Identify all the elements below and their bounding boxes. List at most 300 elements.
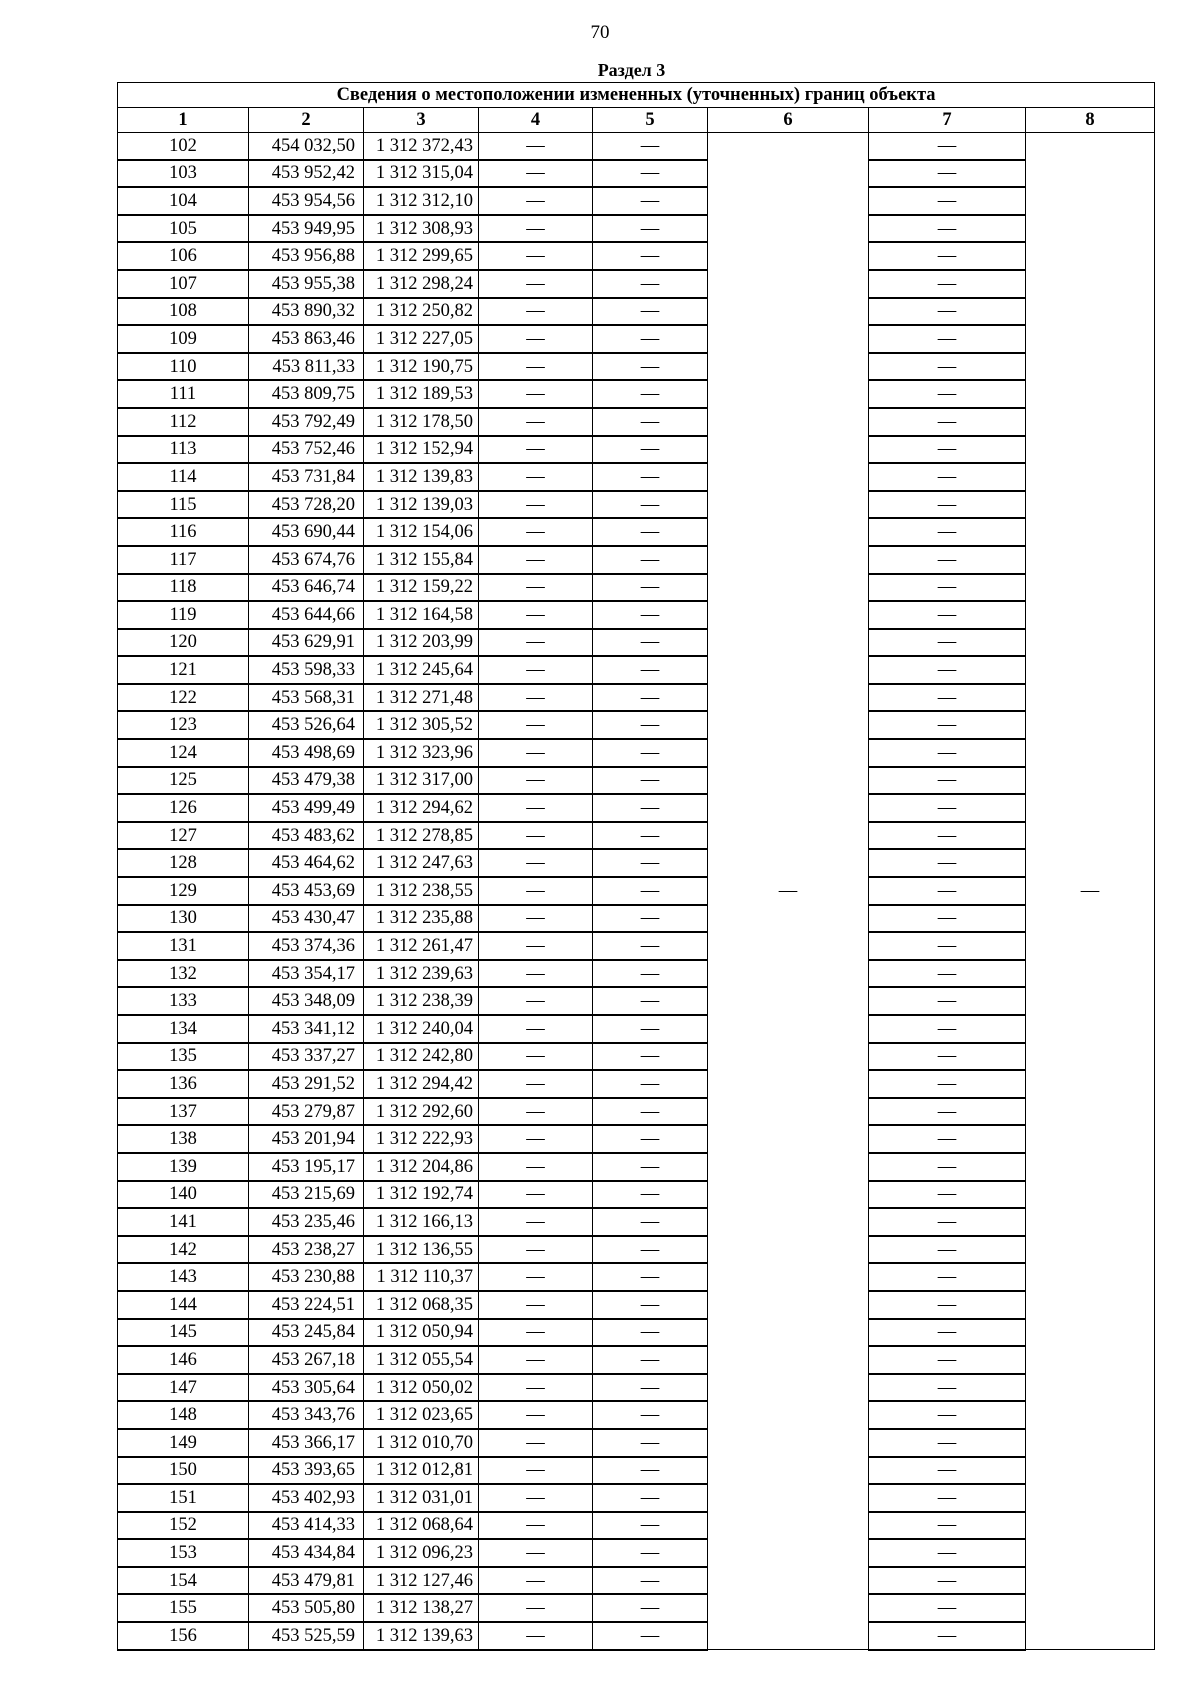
coord-x-cell: 453 291,52 — [249, 1070, 364, 1098]
table-row — [118, 1401, 1155, 1429]
table-row — [118, 546, 1155, 574]
coord-y-cell: 1 312 261,47 — [364, 932, 479, 960]
col4-cell: — — [479, 408, 593, 436]
coord-x-cell: 453 728,20 — [249, 491, 364, 519]
col4-cell: — — [479, 905, 593, 933]
col5-cell: — — [593, 215, 708, 243]
table-row — [118, 905, 1155, 933]
col5-cell: — — [593, 380, 708, 408]
coord-x-cell: 453 464,62 — [249, 849, 364, 877]
coord-x-cell: 453 238,27 — [249, 1236, 364, 1264]
coord-x-cell: 453 343,76 — [249, 1401, 364, 1429]
col7-cell: — — [869, 987, 1026, 1015]
col5-cell: — — [593, 546, 708, 574]
coord-x-cell: 453 863,46 — [249, 325, 364, 353]
table-row — [118, 436, 1155, 464]
coord-y-cell: 1 312 235,88 — [364, 905, 479, 933]
coord-x-cell: 453 434,84 — [249, 1539, 364, 1567]
table-row — [118, 960, 1155, 988]
col7-cell: — — [869, 656, 1026, 684]
coord-x-cell: 453 629,91 — [249, 629, 364, 657]
point-number-cell: 110 — [118, 353, 249, 381]
col7-cell: — — [869, 684, 1026, 712]
point-number-cell: 117 — [118, 546, 249, 574]
col7-cell: — — [869, 1070, 1026, 1098]
table-row — [118, 463, 1155, 491]
col4-cell: — — [479, 656, 593, 684]
coord-y-cell: 1 312 203,99 — [364, 629, 479, 657]
col7-cell: — — [869, 711, 1026, 739]
coord-x-cell: 453 393,65 — [249, 1457, 364, 1485]
col7-cell: — — [869, 242, 1026, 270]
coord-y-cell: 1 312 139,83 — [364, 463, 479, 491]
point-number-cell: 135 — [118, 1043, 249, 1071]
col7-cell: — — [869, 1319, 1026, 1347]
col7-cell: — — [869, 1622, 1026, 1650]
col5-cell: — — [593, 849, 708, 877]
coord-y-cell: 1 312 271,48 — [364, 684, 479, 712]
col4-cell: — — [479, 1567, 593, 1595]
coord-y-cell: 1 312 238,55 — [364, 877, 479, 905]
table-row — [118, 932, 1155, 960]
point-number-cell: 138 — [118, 1125, 249, 1153]
coord-x-cell: 453 952,42 — [249, 160, 364, 188]
col7-cell: — — [869, 794, 1026, 822]
col4-cell: — — [479, 1539, 593, 1567]
coord-y-cell: 1 312 068,64 — [364, 1512, 479, 1540]
coord-x-cell: 453 479,38 — [249, 767, 364, 795]
coord-y-cell: 1 312 110,37 — [364, 1263, 479, 1291]
coord-x-cell: 453 731,84 — [249, 463, 364, 491]
col7-cell: — — [869, 629, 1026, 657]
col5-cell: — — [593, 1567, 708, 1595]
col5-cell: — — [593, 463, 708, 491]
col4-cell: — — [479, 1429, 593, 1457]
coord-x-cell: 453 453,69 — [249, 877, 364, 905]
col4-cell: — — [479, 574, 593, 602]
col7-cell: — — [869, 1539, 1026, 1567]
col5-cell: — — [593, 1043, 708, 1071]
coord-x-cell: 453 956,88 — [249, 242, 364, 270]
table-row — [118, 1208, 1155, 1236]
coord-y-cell: 1 312 023,65 — [364, 1401, 479, 1429]
point-number-cell: 150 — [118, 1457, 249, 1485]
col5-cell: — — [593, 1346, 708, 1374]
coord-x-cell: 453 498,69 — [249, 739, 364, 767]
point-number-cell: 145 — [118, 1319, 249, 1347]
col4-cell: — — [479, 1291, 593, 1319]
col4-cell: — — [479, 601, 593, 629]
point-number-cell: 111 — [118, 380, 249, 408]
table-row — [118, 1567, 1155, 1595]
col5-cell: — — [593, 684, 708, 712]
point-number-cell: 144 — [118, 1291, 249, 1319]
coord-y-cell: 1 312 250,82 — [364, 298, 479, 326]
coord-y-cell: 1 312 222,93 — [364, 1125, 479, 1153]
table-row — [118, 849, 1155, 877]
coord-y-cell: 1 312 050,94 — [364, 1319, 479, 1347]
coord-y-cell: 1 312 312,10 — [364, 187, 479, 215]
coord-x-cell: 453 644,66 — [249, 601, 364, 629]
point-number-cell: 137 — [118, 1098, 249, 1126]
col5-cell: — — [593, 767, 708, 795]
col4-cell: — — [479, 794, 593, 822]
coord-y-cell: 1 312 294,62 — [364, 794, 479, 822]
coord-x-cell: 453 195,17 — [249, 1153, 364, 1181]
col5-cell: — — [593, 408, 708, 436]
table-row — [118, 1098, 1155, 1126]
col5-cell: — — [593, 270, 708, 298]
col5-cell: — — [593, 298, 708, 326]
col4-cell: — — [479, 711, 593, 739]
col5-cell: — — [593, 877, 708, 905]
col7-cell: — — [869, 463, 1026, 491]
coord-y-cell: 1 312 136,55 — [364, 1236, 479, 1264]
coord-x-cell: 453 224,51 — [249, 1291, 364, 1319]
table-row — [118, 574, 1155, 602]
col5-cell: — — [593, 1153, 708, 1181]
table-row — [118, 739, 1155, 767]
col7-cell: — — [869, 849, 1026, 877]
coord-y-cell: 1 312 068,35 — [364, 1291, 479, 1319]
table-row — [118, 270, 1155, 298]
point-number-cell: 107 — [118, 270, 249, 298]
col7-cell: — — [869, 1181, 1026, 1209]
table-row — [118, 133, 1155, 160]
point-number-cell: 126 — [118, 794, 249, 822]
coord-y-cell: 1 312 227,05 — [364, 325, 479, 353]
coord-y-cell: 1 312 245,64 — [364, 656, 479, 684]
point-number-cell: 143 — [118, 1263, 249, 1291]
coord-x-cell: 453 954,56 — [249, 187, 364, 215]
col5-cell: — — [593, 1125, 708, 1153]
col4-cell: — — [479, 270, 593, 298]
coord-x-cell: 453 366,17 — [249, 1429, 364, 1457]
coord-y-cell: 1 312 010,70 — [364, 1429, 479, 1457]
table-row — [118, 1374, 1155, 1402]
point-number-cell: 148 — [118, 1401, 249, 1429]
coord-x-cell: 453 525,59 — [249, 1622, 364, 1650]
table-row — [118, 1153, 1155, 1181]
col7-cell: — — [869, 1098, 1026, 1126]
coord-y-cell: 1 312 323,96 — [364, 739, 479, 767]
table-row — [118, 1622, 1155, 1650]
coord-y-cell: 1 312 055,54 — [364, 1346, 479, 1374]
coord-x-cell: 453 430,47 — [249, 905, 364, 933]
table-row — [118, 1512, 1155, 1540]
table-row — [118, 325, 1155, 353]
point-number-cell: 115 — [118, 491, 249, 519]
col7-cell: — — [869, 1401, 1026, 1429]
col7-cell: — — [869, 133, 1026, 160]
col7-cell: — — [869, 1512, 1026, 1540]
coord-x-cell: 453 201,94 — [249, 1125, 364, 1153]
col5-cell: — — [593, 711, 708, 739]
coord-x-cell: 453 402,93 — [249, 1484, 364, 1512]
column-header: 7 — [869, 108, 1026, 133]
point-number-cell: 103 — [118, 160, 249, 188]
col4-cell: — — [479, 1236, 593, 1264]
col5-cell: — — [593, 1622, 708, 1650]
point-number-cell: 131 — [118, 932, 249, 960]
col7-cell: — — [869, 1236, 1026, 1264]
col5-cell: — — [593, 656, 708, 684]
point-number-cell: 116 — [118, 518, 249, 546]
col4-cell: — — [479, 1015, 593, 1043]
coord-x-cell: 453 752,46 — [249, 436, 364, 464]
point-number-cell: 153 — [118, 1539, 249, 1567]
col4-cell: — — [479, 160, 593, 188]
coord-x-cell: 453 809,75 — [249, 380, 364, 408]
col7-cell: — — [869, 298, 1026, 326]
col4-cell: — — [479, 1208, 593, 1236]
point-number-cell: 121 — [118, 656, 249, 684]
point-number-cell: 139 — [118, 1153, 249, 1181]
coord-y-cell: 1 312 305,52 — [364, 711, 479, 739]
col7-cell: — — [869, 1291, 1026, 1319]
coord-x-cell: 453 949,95 — [249, 215, 364, 243]
point-number-cell: 136 — [118, 1070, 249, 1098]
col7-cell: — — [869, 1153, 1026, 1181]
coord-y-cell: 1 312 238,39 — [364, 987, 479, 1015]
table-row — [118, 684, 1155, 712]
coord-y-cell: 1 312 317,00 — [364, 767, 479, 795]
coord-x-cell: 454 032,50 — [249, 133, 364, 160]
table-row — [118, 1484, 1155, 1512]
table-row — [118, 767, 1155, 795]
col5-cell: — — [593, 160, 708, 188]
col7-cell: — — [869, 739, 1026, 767]
col7-cell: — — [869, 767, 1026, 795]
coord-y-cell: 1 312 372,43 — [364, 133, 479, 160]
coord-x-cell: 453 267,18 — [249, 1346, 364, 1374]
table-row — [118, 518, 1155, 546]
point-number-cell: 129 — [118, 877, 249, 905]
col4-cell: — — [479, 1457, 593, 1485]
point-number-cell: 142 — [118, 1236, 249, 1264]
column-header: 1 — [118, 108, 249, 133]
col7-cell: — — [869, 877, 1026, 905]
table-row — [118, 1181, 1155, 1209]
point-number-cell: 104 — [118, 187, 249, 215]
table-row — [118, 353, 1155, 381]
col4-cell: — — [479, 133, 593, 160]
table-caption: Сведения о местоположении измененных (уточненных) границ объекта — [118, 83, 1155, 108]
coord-y-cell: 1 312 278,85 — [364, 822, 479, 850]
col4-cell: — — [479, 242, 593, 270]
coord-x-cell: 453 348,09 — [249, 987, 364, 1015]
col4-cell: — — [479, 1098, 593, 1126]
coord-y-cell: 1 312 139,63 — [364, 1622, 479, 1650]
coord-y-cell: 1 312 242,80 — [364, 1043, 479, 1071]
coord-y-cell: 1 312 192,74 — [364, 1181, 479, 1209]
col5-cell: — — [593, 187, 708, 215]
coord-y-cell: 1 312 189,53 — [364, 380, 479, 408]
table-row — [118, 1457, 1155, 1485]
col7-cell: — — [869, 1263, 1026, 1291]
coord-y-cell: 1 312 294,42 — [364, 1070, 479, 1098]
col7-cell: — — [869, 1208, 1026, 1236]
coord-y-cell: 1 312 159,22 — [364, 574, 479, 602]
coord-y-cell: 1 312 139,03 — [364, 491, 479, 519]
table-row — [118, 629, 1155, 657]
point-number-cell: 108 — [118, 298, 249, 326]
page-number: 70 — [590, 22, 610, 43]
col7-cell: — — [869, 1043, 1026, 1071]
col4-cell: — — [479, 684, 593, 712]
col7-cell: — — [869, 353, 1026, 381]
table-row — [118, 1539, 1155, 1567]
col5-cell: — — [593, 325, 708, 353]
coord-x-cell: 453 354,17 — [249, 960, 364, 988]
coord-x-cell: 453 305,64 — [249, 1374, 364, 1402]
table-row — [118, 1043, 1155, 1071]
point-number-cell: 105 — [118, 215, 249, 243]
col5-cell: — — [593, 436, 708, 464]
coord-x-cell: 453 479,81 — [249, 1567, 364, 1595]
col7-cell: — — [869, 187, 1026, 215]
col5-cell: — — [593, 905, 708, 933]
table-row — [118, 1319, 1155, 1347]
table-row — [118, 1070, 1155, 1098]
col5-cell: — — [593, 822, 708, 850]
coord-x-cell: 453 690,44 — [249, 518, 364, 546]
point-number-cell: 133 — [118, 987, 249, 1015]
coord-x-cell: 453 890,32 — [249, 298, 364, 326]
col4-cell: — — [479, 491, 593, 519]
coord-x-cell: 453 674,76 — [249, 546, 364, 574]
column-header: 3 — [364, 108, 479, 133]
col4-cell: — — [479, 960, 593, 988]
col7-cell: — — [869, 408, 1026, 436]
col7-cell: — — [869, 380, 1026, 408]
column-header: 2 — [249, 108, 364, 133]
table-row — [118, 242, 1155, 270]
column-header: 5 — [593, 108, 708, 133]
col5-cell: — — [593, 574, 708, 602]
col7-cell: — — [869, 574, 1026, 602]
col5-cell: — — [593, 1401, 708, 1429]
col5-cell: — — [593, 932, 708, 960]
coord-y-cell: 1 312 155,84 — [364, 546, 479, 574]
point-number-cell: 106 — [118, 242, 249, 270]
coord-y-cell: 1 312 050,02 — [364, 1374, 479, 1402]
col4-cell: — — [479, 1484, 593, 1512]
col4-cell: — — [479, 463, 593, 491]
col5-cell: — — [593, 1374, 708, 1402]
column-header: 6 — [708, 108, 869, 133]
point-number-cell: 109 — [118, 325, 249, 353]
col5-cell: — — [593, 987, 708, 1015]
coord-y-cell: 1 312 127,46 — [364, 1567, 479, 1595]
col7-cell: — — [869, 215, 1026, 243]
col5-cell: — — [593, 960, 708, 988]
coord-y-cell: 1 312 298,24 — [364, 270, 479, 298]
col7-cell: — — [869, 1429, 1026, 1457]
table-row — [118, 987, 1155, 1015]
point-number-cell: 112 — [118, 408, 249, 436]
col5-cell: — — [593, 1015, 708, 1043]
point-number-cell: 141 — [118, 1208, 249, 1236]
table-row — [118, 160, 1155, 188]
coord-x-cell: 453 483,62 — [249, 822, 364, 850]
coord-x-cell: 453 598,33 — [249, 656, 364, 684]
table-row — [118, 822, 1155, 850]
point-number-cell: 122 — [118, 684, 249, 712]
col5-cell: — — [593, 601, 708, 629]
col7-cell: — — [869, 1346, 1026, 1374]
col7-cell: — — [869, 822, 1026, 850]
col4-cell: — — [479, 1043, 593, 1071]
col5-cell: — — [593, 794, 708, 822]
coord-y-cell: 1 312 240,04 — [364, 1015, 479, 1043]
col4-cell: — — [479, 1622, 593, 1650]
coord-x-cell: 453 245,84 — [249, 1319, 364, 1347]
col5-cell: — — [593, 133, 708, 160]
col7-cell: — — [869, 546, 1026, 574]
coord-y-cell: 1 312 292,60 — [364, 1098, 479, 1126]
col4-cell: — — [479, 215, 593, 243]
point-number-cell: 155 — [118, 1594, 249, 1622]
point-number-cell: 156 — [118, 1622, 249, 1650]
coord-y-cell: 1 312 247,63 — [364, 849, 479, 877]
col7-cell: — — [869, 270, 1026, 298]
col5-cell: — — [593, 491, 708, 519]
col4-cell: — — [479, 877, 593, 905]
col4-cell: — — [479, 1594, 593, 1622]
point-number-cell: 127 — [118, 822, 249, 850]
table-body — [118, 133, 1155, 1650]
table-row — [118, 1291, 1155, 1319]
col4-cell: — — [479, 987, 593, 1015]
point-number-cell: 118 — [118, 574, 249, 602]
table-row — [118, 1125, 1155, 1153]
point-number-cell: 124 — [118, 739, 249, 767]
col4-cell: — — [479, 380, 593, 408]
col5-cell: — — [593, 1594, 708, 1622]
col5-cell: — — [593, 1263, 708, 1291]
col5-cell: — — [593, 1181, 708, 1209]
col5-cell: — — [593, 1484, 708, 1512]
col4-cell: — — [479, 767, 593, 795]
point-number-cell: 154 — [118, 1567, 249, 1595]
boundary-table — [117, 82, 1155, 1651]
point-number-cell: 152 — [118, 1512, 249, 1540]
column-header: 8 — [1026, 108, 1155, 133]
coord-y-cell: 1 312 031,01 — [364, 1484, 479, 1512]
coord-y-cell: 1 312 239,63 — [364, 960, 479, 988]
coord-x-cell: 453 955,38 — [249, 270, 364, 298]
col5-cell: — — [593, 1457, 708, 1485]
point-number-cell: 140 — [118, 1181, 249, 1209]
table-row — [118, 215, 1155, 243]
col4-cell: — — [479, 298, 593, 326]
point-number-cell: 132 — [118, 960, 249, 988]
col7-cell: — — [869, 436, 1026, 464]
table-row — [118, 187, 1155, 215]
coord-y-cell: 1 312 012,81 — [364, 1457, 479, 1485]
point-number-cell: 146 — [118, 1346, 249, 1374]
col4-cell: — — [479, 1263, 593, 1291]
point-number-cell: 130 — [118, 905, 249, 933]
column-header: 4 — [479, 108, 593, 133]
col4-cell: — — [479, 436, 593, 464]
table-row — [118, 408, 1155, 436]
col7-cell: — — [869, 601, 1026, 629]
col4-cell: — — [479, 629, 593, 657]
coord-y-cell: 1 312 204,86 — [364, 1153, 479, 1181]
point-number-cell: 119 — [118, 601, 249, 629]
